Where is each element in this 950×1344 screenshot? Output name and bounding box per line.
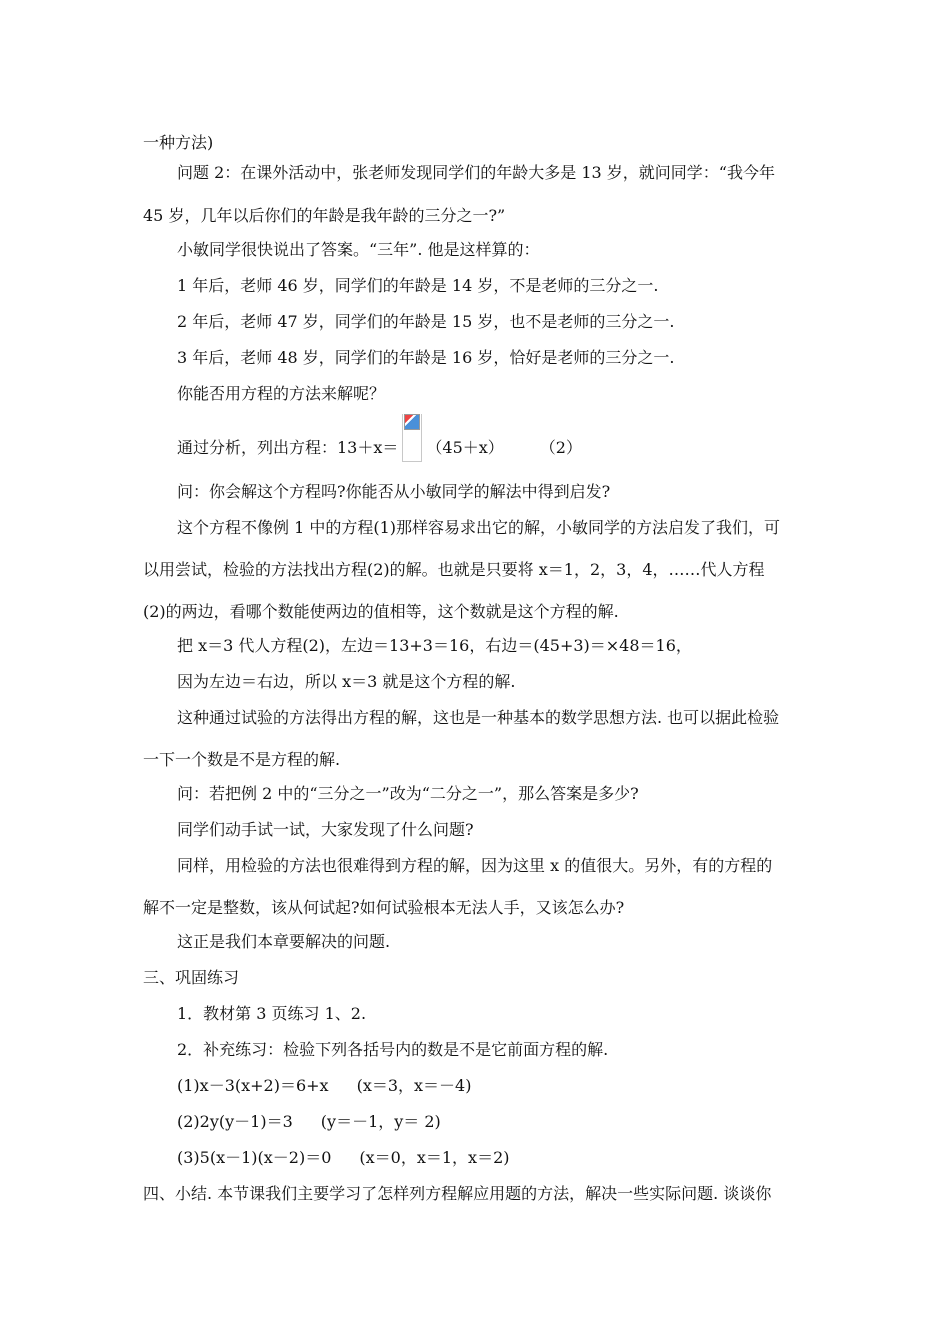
exercise-item [177,1112,441,1132]
fraction-image-placeholder [402,414,422,462]
text-line: 同学们动手试一试，大家发现了什么问题? [177,820,474,839]
text-line: 问：你会解这个方程吗?你能否从小敏同学的解法中得到启发? [177,482,611,501]
equation-right: （45＋x） [426,438,504,457]
text-line: 这个方程不像例 1 中的方程(1)那样容易求出它的解，小敏同学的方法启发了我们，可 [177,518,781,537]
exercise-candidates: (y＝－1，y＝ 2) [320,1112,441,1131]
exercise-equation: (1)x－3(x+2)＝6+x [177,1076,329,1095]
exercise-item [177,1148,510,1168]
text-line: 同样，用检验的方法也很难得到方程的解，因为这里 x 的值很大。另外，有的方程的 [177,856,773,875]
text-line: 这正是我们本章要解决的问题. [177,932,391,951]
exercise-equation: (2)2y(y－1)＝3 [177,1112,293,1131]
text-line: 问：若把例 2 中的“三分之一”改为“二分之一”，那么答案是多少? [177,784,639,803]
text-line: 45 岁，几年以后你们的年龄是我年龄的三分之一?” [143,206,506,225]
broken-image-icon [404,414,420,430]
text-line: 以用尝试，检验的方法找出方程(2)的解。也就是只要将 x＝1，2，3，4，……代人方程 [143,560,765,579]
text-line: 把 x＝3 代人方程(2)，左边＝13+3＝16，右边＝(45+3)＝×48＝16， [177,636,692,655]
equation-number: （2） [539,438,582,457]
text-line: 小敏同学很快说出了答案。“三年”. 他是这样算的： [177,240,540,259]
exercise-item [177,1076,471,1096]
text-line: 2 年后，老师 47 岁，同学们的年龄是 15 岁，也不是老师的三分之一. [177,312,675,331]
exercise-equation: (3)5(x－1)(x－2)＝0 [177,1148,332,1167]
text-line: 2．补充练习：检验下列各括号内的数是不是它前面方程的解. [177,1040,609,1059]
section-heading: 三、巩固练习 [143,968,240,987]
section-heading: 四、小结. 本节课我们主要学习了怎样列方程解应用题的方法，解决一些实际问题. 谈谈你 [143,1184,772,1203]
text-line: (2)的两边，看哪个数能使两边的值相等，这个数就是这个方程的解. [143,602,619,621]
text-line: 3 年后，老师 48 岁，同学们的年龄是 16 岁，恰好是老师的三分之一. [177,348,675,367]
text-line: 1．教材第 3 页练习 1、2. [177,1004,367,1023]
text-line: 一种方法) [143,133,214,152]
equation-line [177,424,582,472]
text-line: 这种通过试验的方法得出方程的解，这也是一种基本的数学思想方法. 也可以据此检验 [177,708,780,727]
text-line: 解不一定是整数，该从何试起?如何试验根本无法人手，又该怎么办? [143,898,625,917]
text-line: 1 年后，老师 46 岁，同学们的年龄是 14 岁，不是老师的三分之一. [177,276,659,295]
equation-left: 通过分析，列出方程：13＋x＝ [177,438,399,457]
text-line: 问题 2：在课外活动中，张老师发现同学们的年龄大多是 13 岁，就问同学：“我今年 [177,163,775,182]
exercise-candidates: (x＝0，x＝1，x＝2) [359,1148,510,1167]
text-line: 一下一个数是不是方程的解. [143,750,341,769]
text-line: 因为左边＝右边，所以 x＝3 就是这个方程的解. [177,672,516,691]
text-line: 你能否用方程的方法来解呢？ [177,384,386,403]
exercise-candidates: (x＝3，x＝－4) [356,1076,472,1095]
